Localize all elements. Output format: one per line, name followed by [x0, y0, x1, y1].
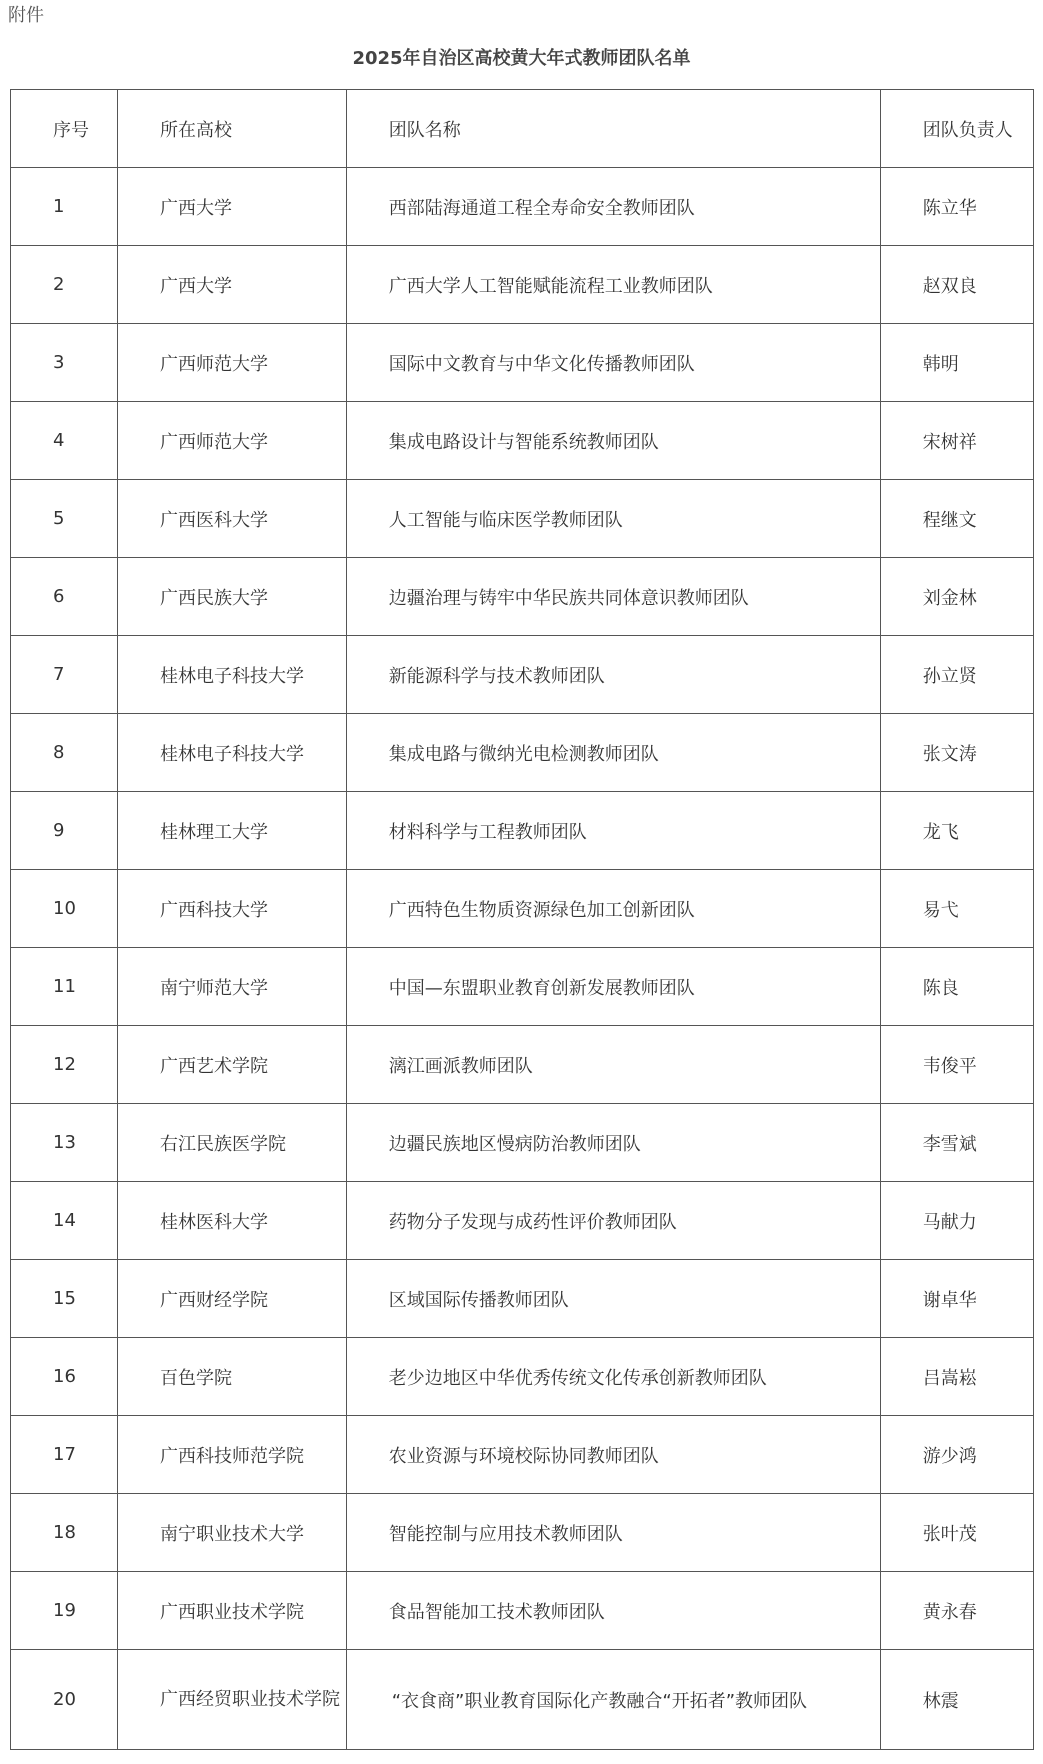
table-row [11, 480, 1034, 558]
row-no: 12 [11, 1026, 118, 1104]
row-school: 广西大学 [118, 168, 347, 246]
row-team: 区域国际传播教师团队 [346, 1260, 880, 1338]
row-leader: 黄永春 [880, 1572, 1033, 1650]
row-leader: 李雪斌 [880, 1104, 1033, 1182]
table-row [11, 324, 1034, 402]
table-row [11, 246, 1034, 324]
table-row [11, 714, 1034, 792]
row-no: 8 [11, 714, 118, 792]
row-no: 11 [11, 948, 118, 1026]
row-team: 材料科学与工程教师团队 [346, 792, 880, 870]
row-no: 19 [11, 1572, 118, 1650]
row-leader: 孙立贤 [880, 636, 1033, 714]
table-row [11, 870, 1034, 948]
row-school: 桂林电子科技大学 [118, 714, 347, 792]
row-leader: 张叶茂 [880, 1494, 1033, 1572]
row-leader: 游少鸿 [880, 1416, 1033, 1494]
row-no: 2 [11, 246, 118, 324]
row-school: 南宁职业技术大学 [118, 1494, 347, 1572]
row-school: 南宁师范大学 [118, 948, 347, 1026]
row-school: 百色学院 [118, 1338, 347, 1416]
row-no: 18 [11, 1494, 118, 1572]
row-no: 9 [11, 792, 118, 870]
row-no: 1 [11, 168, 118, 246]
row-school: 广西经贸职业技术学院 [118, 1650, 347, 1750]
row-team: 边疆治理与铸牢中华民族共同体意识教师团队 [346, 558, 880, 636]
row-team: 智能控制与应用技术教师团队 [346, 1494, 880, 1572]
row-leader: 龙飞 [880, 792, 1033, 870]
row-team: 国际中文教育与中华文化传播教师团队 [346, 324, 880, 402]
row-team: “衣食商”职业教育国际化产教融合“开拓者”教师团队 [346, 1650, 880, 1750]
row-no: 10 [11, 870, 118, 948]
row-leader: 张文涛 [880, 714, 1033, 792]
row-leader: 吕嵩崧 [880, 1338, 1033, 1416]
table-row [11, 948, 1034, 1026]
table-row [11, 402, 1034, 480]
team-list-table [10, 89, 1034, 1750]
row-no: 4 [11, 402, 118, 480]
row-leader: 程继文 [880, 480, 1033, 558]
row-leader: 宋树祥 [880, 402, 1033, 480]
row-school: 广西师范大学 [118, 324, 347, 402]
row-team: 新能源科学与技术教师团队 [346, 636, 880, 714]
row-no: 6 [11, 558, 118, 636]
row-school: 广西艺术学院 [118, 1026, 347, 1104]
row-team: 广西大学人工智能赋能流程工业教师团队 [346, 246, 880, 324]
row-team: 人工智能与临床医学教师团队 [346, 480, 880, 558]
row-leader: 韦俊平 [880, 1026, 1033, 1104]
row-school: 桂林理工大学 [118, 792, 347, 870]
row-no: 3 [11, 324, 118, 402]
row-no: 16 [11, 1338, 118, 1416]
table-row [11, 558, 1034, 636]
row-school: 广西大学 [118, 246, 347, 324]
page-title: 2025年自治区高校黄大年式教师团队名单 [352, 48, 691, 69]
table-header-row [11, 90, 1034, 168]
table-row [11, 1260, 1034, 1338]
row-school: 桂林医科大学 [118, 1182, 347, 1260]
row-no: 14 [11, 1182, 118, 1260]
row-leader: 陈良 [880, 948, 1033, 1026]
row-leader: 马献力 [880, 1182, 1033, 1260]
row-leader: 陈立华 [880, 168, 1033, 246]
row-school: 桂林电子科技大学 [118, 636, 347, 714]
table-row [11, 792, 1034, 870]
row-school: 广西职业技术学院 [118, 1572, 347, 1650]
row-team: 药物分子发现与成药性评价教师团队 [346, 1182, 880, 1260]
header-no: 序号 [11, 90, 118, 168]
row-no: 13 [11, 1104, 118, 1182]
row-team: 边疆民族地区慢病防治教师团队 [346, 1104, 880, 1182]
table-row [11, 1650, 1034, 1750]
table-row [11, 1026, 1034, 1104]
header-school: 所在高校 [118, 90, 347, 168]
row-no: 15 [11, 1260, 118, 1338]
table-row [11, 168, 1034, 246]
table-row [11, 1104, 1034, 1182]
row-team: 中国—东盟职业教育创新发展教师团队 [346, 948, 880, 1026]
attachment-label: 附件 [8, 5, 44, 26]
row-school: 广西财经学院 [118, 1260, 347, 1338]
table-row [11, 1182, 1034, 1260]
row-no: 20 [11, 1650, 118, 1750]
header-leader: 团队负责人 [880, 90, 1033, 168]
row-leader: 韩明 [880, 324, 1033, 402]
row-school: 广西科技大学 [118, 870, 347, 948]
row-no: 5 [11, 480, 118, 558]
row-team: 集成电路与微纳光电检测教师团队 [346, 714, 880, 792]
row-school: 广西科技师范学院 [118, 1416, 347, 1494]
row-school: 广西师范大学 [118, 402, 347, 480]
row-school: 右江民族医学院 [118, 1104, 347, 1182]
row-leader: 林震 [880, 1650, 1033, 1750]
table-row [11, 1494, 1034, 1572]
row-team: 漓江画派教师团队 [346, 1026, 880, 1104]
row-no: 17 [11, 1416, 118, 1494]
row-team: 农业资源与环境校际协同教师团队 [346, 1416, 880, 1494]
table-row [11, 1338, 1034, 1416]
row-team: 广西特色生物质资源绿色加工创新团队 [346, 870, 880, 948]
row-no: 7 [11, 636, 118, 714]
header-team: 团队名称 [346, 90, 880, 168]
table-row [11, 1572, 1034, 1650]
row-leader: 谢卓华 [880, 1260, 1033, 1338]
table-row [11, 1416, 1034, 1494]
row-leader: 易弋 [880, 870, 1033, 948]
row-school: 广西民族大学 [118, 558, 347, 636]
row-school: 广西医科大学 [118, 480, 347, 558]
row-team: 西部陆海通道工程全寿命安全教师团队 [346, 168, 880, 246]
row-leader: 刘金林 [880, 558, 1033, 636]
row-leader: 赵双良 [880, 246, 1033, 324]
row-team: 食品智能加工技术教师团队 [346, 1572, 880, 1650]
row-team: 老少边地区中华优秀传统文化传承创新教师团队 [346, 1338, 880, 1416]
table-row [11, 636, 1034, 714]
row-team: 集成电路设计与智能系统教师团队 [346, 402, 880, 480]
